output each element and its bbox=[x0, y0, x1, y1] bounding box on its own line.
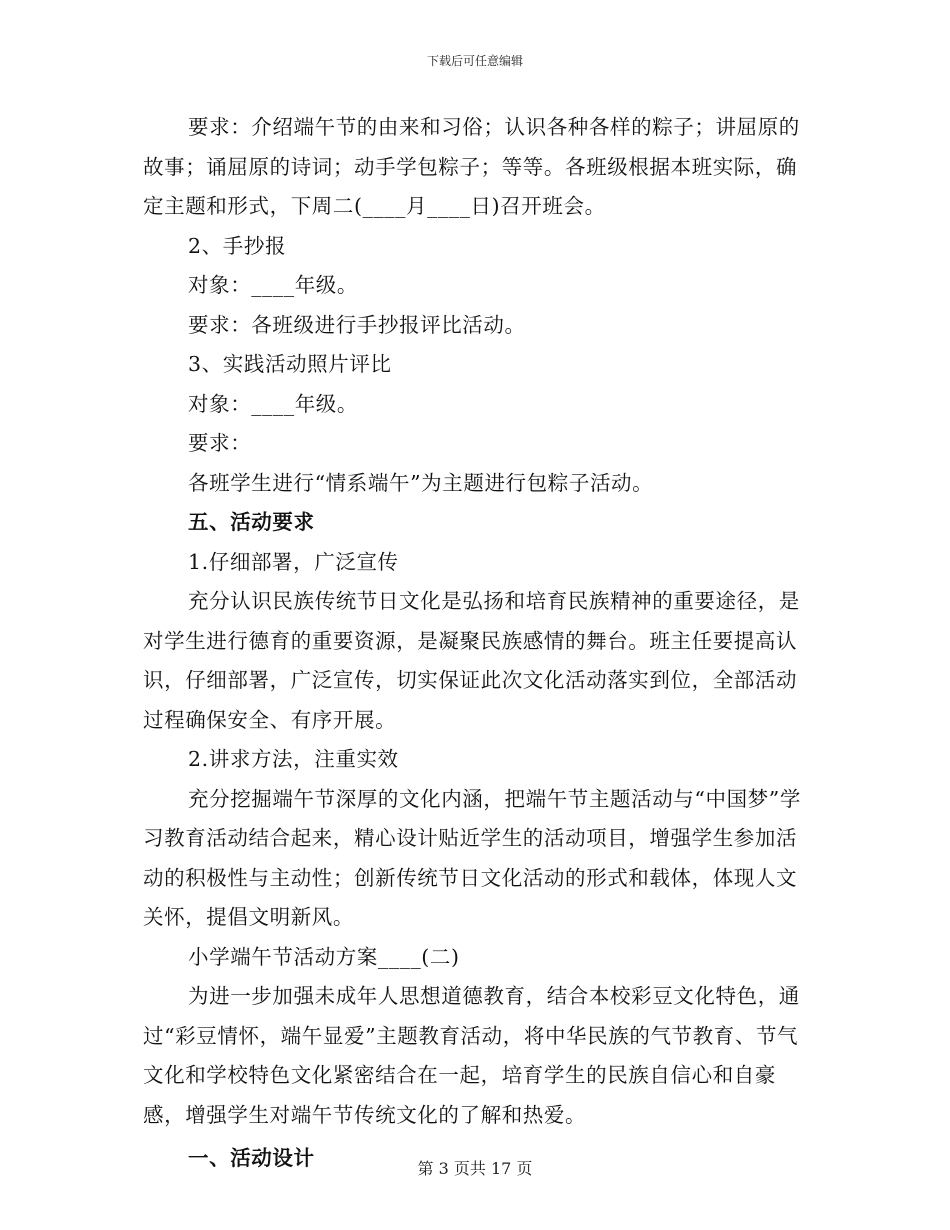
item-2-target: 对象：____年级。 bbox=[188, 273, 358, 297]
item-3-target: 对象：____年级。 bbox=[188, 391, 358, 416]
section-5-2-body: 充分挖掘端午节深厚的文化内涵，把端午节主题活动与“中国梦”学习教育活动结合起来，精心设计贴近学生的活动项目，增强学生参加活动的积极性与主动性；创新传统节日文化活动的形式和载体，体现人文关怀，提倡文明新风。 bbox=[143, 786, 801, 929]
plan-2-intro: 为进一步加强未成年人思想道德教育，结合本校彩豆文化特色，通过“彩豆情怀，端午显爱”主题教育活动，将中华民族的气节教育、节气文化和学校特色文化紧密结合在一起，培育学生的民族自信心和自豪感，增强学生对端午节传统文化的了解和热爱。 bbox=[143, 984, 800, 1127]
section-1-heading: 一、活动设计 bbox=[188, 1146, 315, 1170]
item-2-title: 2、手抄报 bbox=[188, 233, 287, 258]
plan-2-title: 小学端午节活动方案____(二) bbox=[188, 944, 460, 969]
item-2-requirement: 要求：各班级进行手抄报评比活动。 bbox=[188, 312, 526, 337]
item-3-requirement-label: 要求： bbox=[188, 431, 252, 455]
item-3-title: 3、实践活动照片评比 bbox=[188, 352, 392, 376]
item-3-requirement: 各班学生进行“情系端午”为主题进行包粽子活动。 bbox=[188, 470, 654, 495]
page-header: 下载后可任意编辑 bbox=[426, 54, 523, 68]
page-footer: 第 3 页共 17 页 bbox=[417, 1159, 533, 1178]
section-5-1-title: 1.仔细部署，广泛宣传 bbox=[188, 549, 399, 574]
paragraph-requirements-class-meeting: 要求：介绍端午节的由来和习俗；认识各种各样的粽子；讲屈原的故事；诵屈原的诗词；动手学包粽子；等等。各班级根据本班实际，确定主题和形式，下周二(____月____日)召开班会。 bbox=[143, 115, 800, 218]
section-5-heading: 五、活动要求 bbox=[188, 510, 315, 534]
section-5-1-body: 充分认识民族传统节日文化是弘扬和培育民族精神的重要途径，是对学生进行德育的重要资源，是凝聚民族感情的舞台。班主任要提高认识，仔细部署，广泛宣传，切实保证此次文化活动落实到位，全部活动过程确保安全、有序开展。 bbox=[143, 589, 800, 732]
document-body bbox=[143, 108, 803, 1179]
section-5-2-title: 2.讲求方法，注重实效 bbox=[188, 747, 399, 771]
